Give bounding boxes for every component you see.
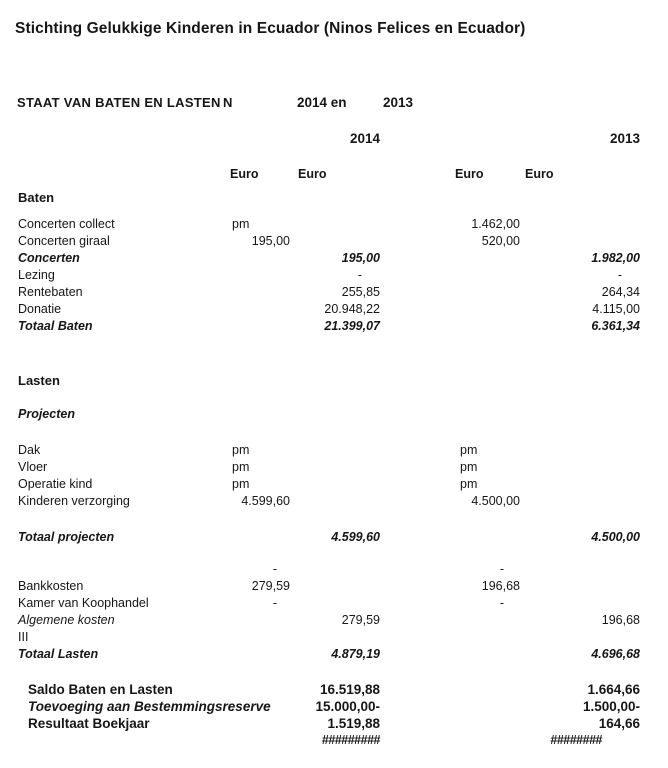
section-gap — [15, 510, 668, 529]
cell-2013-total: 4.696,68 — [591, 647, 640, 661]
row-label: Concerten giraal — [18, 234, 110, 248]
cell-2013-detail — [380, 732, 520, 749]
cell-2014-total — [290, 459, 380, 476]
cell-2013-total: 164,66 — [598, 716, 640, 731]
cell-2014-detail — [230, 189, 290, 206]
cell-2014-total — [290, 561, 380, 578]
cell-2013-total — [520, 629, 640, 646]
cell-2013-total — [520, 459, 640, 476]
cell-2014-total: ######### — [321, 733, 380, 747]
cell-2014-detail: - — [272, 596, 277, 610]
cell-2014-total — [290, 216, 380, 233]
cell-2013-total — [520, 442, 640, 459]
row-label: Donatie — [18, 302, 62, 316]
cell-2013-total — [520, 476, 640, 493]
row-label: Lasten — [18, 373, 60, 388]
table-row — [15, 493, 668, 510]
cell-2013-total — [520, 372, 640, 389]
cell-2013-detail — [380, 318, 520, 335]
cell-2013-detail — [380, 250, 520, 267]
statement-title-overlap-fragment: N — [223, 95, 233, 110]
cell-2014-detail — [230, 715, 290, 732]
row-label: Rentebaten — [18, 285, 83, 299]
cell-2014-detail — [230, 301, 290, 318]
row-label: Lezing — [18, 268, 55, 282]
table-row — [15, 561, 668, 578]
row-label: Projecten — [18, 407, 75, 421]
cell-2013-total: - — [617, 268, 622, 282]
table-row — [15, 715, 668, 732]
cell-2013-total: 6.361,34 — [591, 319, 640, 333]
cell-2014-total — [290, 629, 380, 646]
row-label: Saldo Baten en Lasten — [28, 682, 173, 697]
cell-2013-detail — [380, 681, 520, 698]
cell-2013-total — [520, 189, 640, 206]
year-row-spacer — [15, 131, 230, 147]
cell-2014-total — [290, 406, 380, 423]
cell-2014-detail — [230, 732, 290, 749]
cell-2014-total — [290, 493, 380, 510]
statement-period-left: 2014 en — [297, 95, 347, 110]
cell-2014-detail — [230, 681, 290, 698]
cell-2014-total: - — [357, 268, 362, 282]
row-label: Bankkosten — [18, 579, 84, 593]
cell-2013-total: 1.664,66 — [587, 682, 640, 697]
table-row — [15, 595, 668, 612]
table-row — [15, 459, 668, 476]
row-label: Concerten collect — [18, 217, 115, 231]
row-label: Kinderen verzorging — [18, 494, 130, 508]
table-row — [15, 612, 668, 629]
cell-2014-detail: pm — [232, 443, 250, 457]
table-row — [15, 372, 668, 389]
table-row — [15, 406, 668, 423]
year-spacer-cell — [380, 131, 520, 147]
cell-2014-total — [290, 372, 380, 389]
cell-2013-detail — [380, 284, 520, 301]
cell-2014-total — [290, 476, 380, 493]
cell-2013-total — [520, 595, 640, 612]
table-row — [15, 681, 668, 698]
table-row — [15, 646, 668, 663]
table-row — [15, 318, 668, 335]
cell-2013-detail — [380, 698, 520, 715]
row-label: Dak — [18, 443, 41, 457]
cell-2013-total — [520, 406, 640, 423]
cell-2013-total — [520, 493, 640, 510]
cell-2013-detail — [380, 189, 520, 206]
cell-2014-detail — [230, 318, 290, 335]
table-row — [15, 216, 668, 233]
section-gap — [15, 423, 668, 442]
cell-2013-detail — [380, 646, 520, 663]
cell-2014-total — [290, 595, 380, 612]
currency-header-2013-detail: Euro — [455, 167, 484, 181]
cell-2014-detail — [230, 267, 290, 284]
row-label — [15, 732, 230, 749]
row-label: Algemene kosten — [18, 613, 115, 627]
cell-2014-detail — [230, 250, 290, 267]
cell-2013-detail: 1.462,00 — [471, 217, 520, 231]
cell-2014-total: 20.948,22 — [324, 302, 380, 316]
cell-2013-detail — [380, 372, 520, 389]
table-row — [15, 442, 668, 459]
table-row — [15, 301, 668, 318]
cell-2014-total: 4.599,60 — [331, 530, 380, 544]
section-gap — [15, 335, 668, 372]
cell-2013-detail — [380, 612, 520, 629]
section-gap — [15, 546, 668, 561]
cell-2013-total — [520, 216, 640, 233]
cell-2014-detail — [230, 646, 290, 663]
cell-2013-detail — [380, 629, 520, 646]
cell-2013-detail — [380, 406, 520, 423]
currency-row-spacer — [15, 166, 230, 182]
cell-2013-detail: - — [499, 562, 504, 576]
cell-2014-total: 15.000,00- — [315, 699, 380, 714]
table-row — [15, 267, 668, 284]
cell-2013-total — [520, 233, 640, 250]
statement-title: STAAT VAN BATEN EN LASTEN — [17, 95, 221, 110]
cell-2014-detail — [230, 372, 290, 389]
cell-2013-detail: pm — [460, 443, 478, 457]
section-gap — [15, 663, 668, 681]
cell-2013-total — [520, 578, 640, 595]
cell-2013-detail: - — [499, 596, 504, 610]
cell-2013-total: 1.500,00- — [582, 699, 640, 714]
cell-2013-detail: 520,00 — [481, 234, 520, 248]
cell-2014-total — [290, 189, 380, 206]
cell-2013-total: 4.500,00 — [591, 530, 640, 544]
cell-2014-total: 4.879,19 — [331, 647, 380, 661]
cell-2013-total — [520, 561, 640, 578]
cell-2013-total: 264,34 — [601, 285, 640, 299]
table-row — [15, 233, 668, 250]
cell-2013-detail: pm — [460, 477, 478, 491]
table-row — [15, 732, 668, 749]
cell-2013-total: ######## — [550, 733, 602, 747]
currency-header-2014-detail: Euro — [230, 167, 259, 181]
row-label: Operatie kind — [18, 477, 93, 491]
cell-2014-detail: - — [272, 562, 277, 576]
cell-2013-detail: pm — [460, 460, 478, 474]
year-header-row — [15, 131, 668, 147]
table-row — [15, 476, 668, 493]
cell-2013-detail: 196,68 — [481, 579, 520, 593]
table-row — [15, 698, 668, 715]
cell-2014-detail — [230, 284, 290, 301]
cell-2013-total: 196,68 — [601, 613, 640, 627]
year-2013-header: 2013 — [609, 131, 640, 146]
row-label: Totaal projecten — [18, 530, 115, 544]
row-label: Vloer — [18, 460, 48, 474]
cell-2014-detail: 279,59 — [251, 579, 290, 593]
row-label: Concerten — [18, 251, 80, 265]
cell-2014-total: 21.399,07 — [324, 319, 380, 333]
cell-2013-detail — [380, 267, 520, 284]
cell-2014-total: 279,59 — [341, 613, 380, 627]
cell-2014-total — [290, 233, 380, 250]
row-label: Resultaat Boekjaar — [28, 716, 150, 731]
section-gap — [15, 206, 668, 216]
year-2014-header: 2014 — [349, 131, 380, 146]
cell-2013-detail: 4.500,00 — [471, 494, 520, 508]
table-row — [15, 529, 668, 546]
currency-header-row — [15, 166, 668, 182]
statement-rows — [15, 189, 668, 749]
cell-2014-total — [290, 442, 380, 459]
table-row — [15, 189, 668, 206]
row-label: Kamer van Koophandel — [18, 596, 149, 610]
currency-header-2013-total: Euro — [525, 167, 554, 181]
cell-2014-total: 195,00 — [341, 251, 380, 265]
cell-2014-total: 1.519,88 — [327, 716, 380, 731]
cell-2014-detail — [230, 529, 290, 546]
cell-2014-detail: pm — [232, 217, 250, 231]
table-row — [15, 578, 668, 595]
cell-2014-detail — [230, 629, 290, 646]
cell-2013-total: 1.982,00 — [591, 251, 640, 265]
statement-period-right: 2013 — [383, 95, 414, 110]
cell-2014-detail — [230, 698, 290, 715]
year-spacer-cell — [230, 131, 290, 147]
section-gap — [15, 389, 668, 406]
cell-2013-detail — [380, 301, 520, 318]
cell-2014-detail: 4.599,60 — [241, 494, 290, 508]
cell-2014-detail: pm — [232, 477, 250, 491]
cell-2014-detail: 195,00 — [251, 234, 290, 248]
table-row — [15, 629, 668, 646]
row-label: III — [18, 630, 29, 644]
row-label: Totaal Lasten — [18, 647, 99, 661]
currency-header-2014-total: Euro — [298, 167, 327, 181]
cell-2014-total — [290, 578, 380, 595]
row-label — [15, 561, 230, 578]
statement-header — [15, 95, 668, 111]
cell-2013-detail — [380, 715, 520, 732]
cell-2014-detail — [230, 612, 290, 629]
cell-2014-total: 16.519,88 — [319, 682, 380, 697]
cell-2013-detail — [380, 529, 520, 546]
cell-2014-detail — [230, 406, 290, 423]
row-label: Baten — [18, 190, 55, 205]
document-title: Stichting Gelukkige Kinderen in Ecuador (Ninos Felices en Ecuador) — [15, 20, 526, 37]
row-label: Toevoeging aan Bestemmingsreserve — [28, 699, 271, 714]
cell-2014-total: 255,85 — [341, 285, 380, 299]
row-label: Totaal Baten — [18, 319, 93, 333]
table-row — [15, 250, 668, 267]
cell-2014-detail: pm — [232, 460, 250, 474]
cell-2013-total: 4.115,00 — [592, 302, 640, 316]
table-row — [15, 284, 668, 301]
